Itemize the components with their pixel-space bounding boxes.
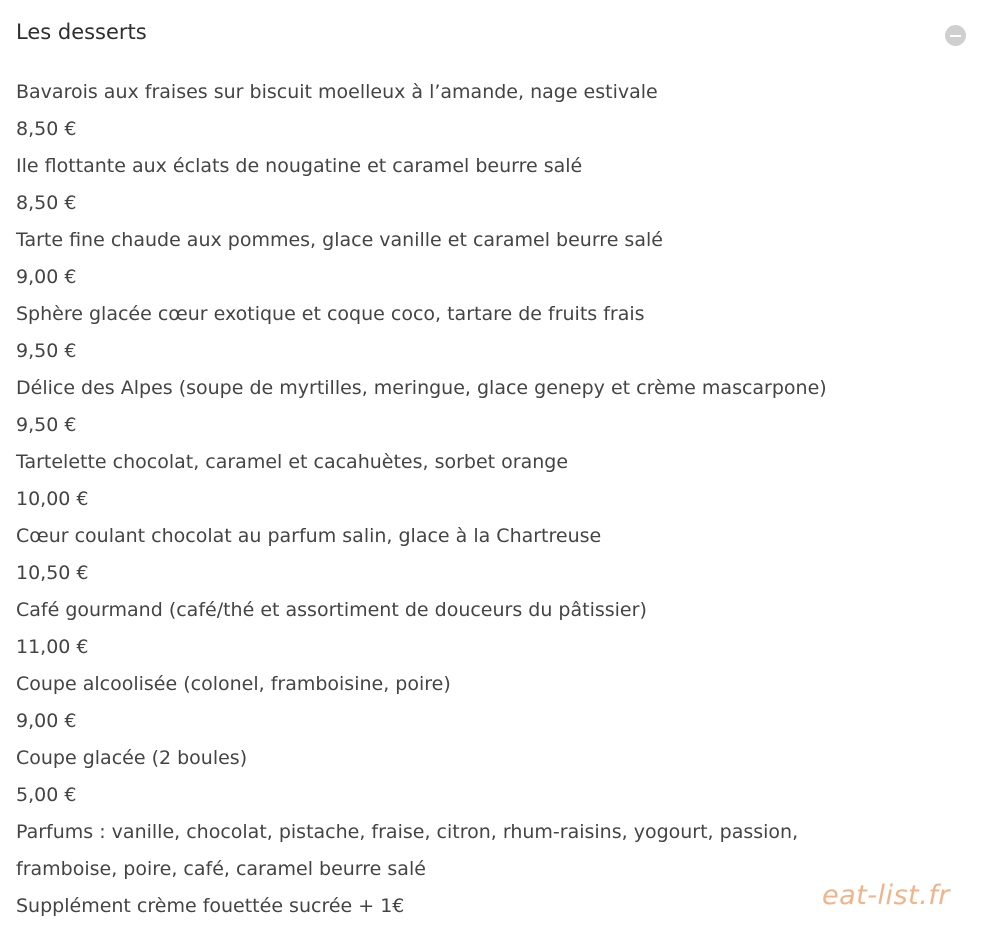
- menu-item-name: Bavarois aux fraises sur biscuit moelleux à l’amande, nage estivale: [16, 81, 658, 103]
- flavors-note-continued: framboise, poire, café, caramel beurre salé: [16, 858, 426, 880]
- menu-item-price: 11,00 €: [16, 636, 89, 658]
- menu-item-name: Cœur coulant chocolat au parfum salin, glace à la Chartreuse: [16, 525, 602, 547]
- menu-item-price: 9,00 €: [16, 266, 77, 288]
- section-title: Les desserts: [16, 20, 147, 44]
- dessert-menu-list: [16, 74, 976, 925]
- section-header: [16, 18, 971, 52]
- menu-item-price: 9,50 €: [16, 414, 77, 436]
- collapse-icon[interactable]: [945, 25, 966, 46]
- menu-item-price: 8,50 €: [16, 192, 77, 214]
- flavors-note: Parfums : vanille, chocolat, pistache, fraise, citron, rhum-raisins, yogourt, passion,: [16, 821, 799, 843]
- menu-item-name: Coupe glacée (2 boules): [16, 747, 248, 769]
- menu-item-price: 10,50 €: [16, 562, 89, 584]
- menu-item-name: Coupe alcoolisée (colonel, framboisine, poire): [16, 673, 451, 695]
- menu-item-name: Délice des Alpes (soupe de myrtilles, meringue, glace genepy et crème mascarpone): [16, 377, 827, 399]
- menu-item-price: 10,00 €: [16, 488, 89, 510]
- supplement-note: Supplément crème fouettée sucrée + 1€: [16, 895, 405, 917]
- menu-item-name: Ile flottante aux éclats de nougatine et caramel beurre salé: [16, 155, 583, 177]
- menu-item-price: 9,00 €: [16, 710, 77, 732]
- menu-item-name: Tarte fine chaude aux pommes, glace vanille et caramel beurre salé: [16, 229, 663, 251]
- watermark-logo: eat-list.fr: [822, 880, 950, 911]
- menu-item-price: 9,50 €: [16, 340, 77, 362]
- menu-item-price: 8,50 €: [16, 118, 77, 140]
- menu-item-price: 5,00 €: [16, 784, 77, 806]
- menu-item-name: Café gourmand (café/thé et assortiment de douceurs du pâtissier): [16, 599, 647, 621]
- menu-item-name: Sphère glacée cœur exotique et coque coco, tartare de fruits frais: [16, 303, 645, 325]
- menu-item-name: Tartelette chocolat, caramel et cacahuètes, sorbet orange: [16, 451, 569, 473]
